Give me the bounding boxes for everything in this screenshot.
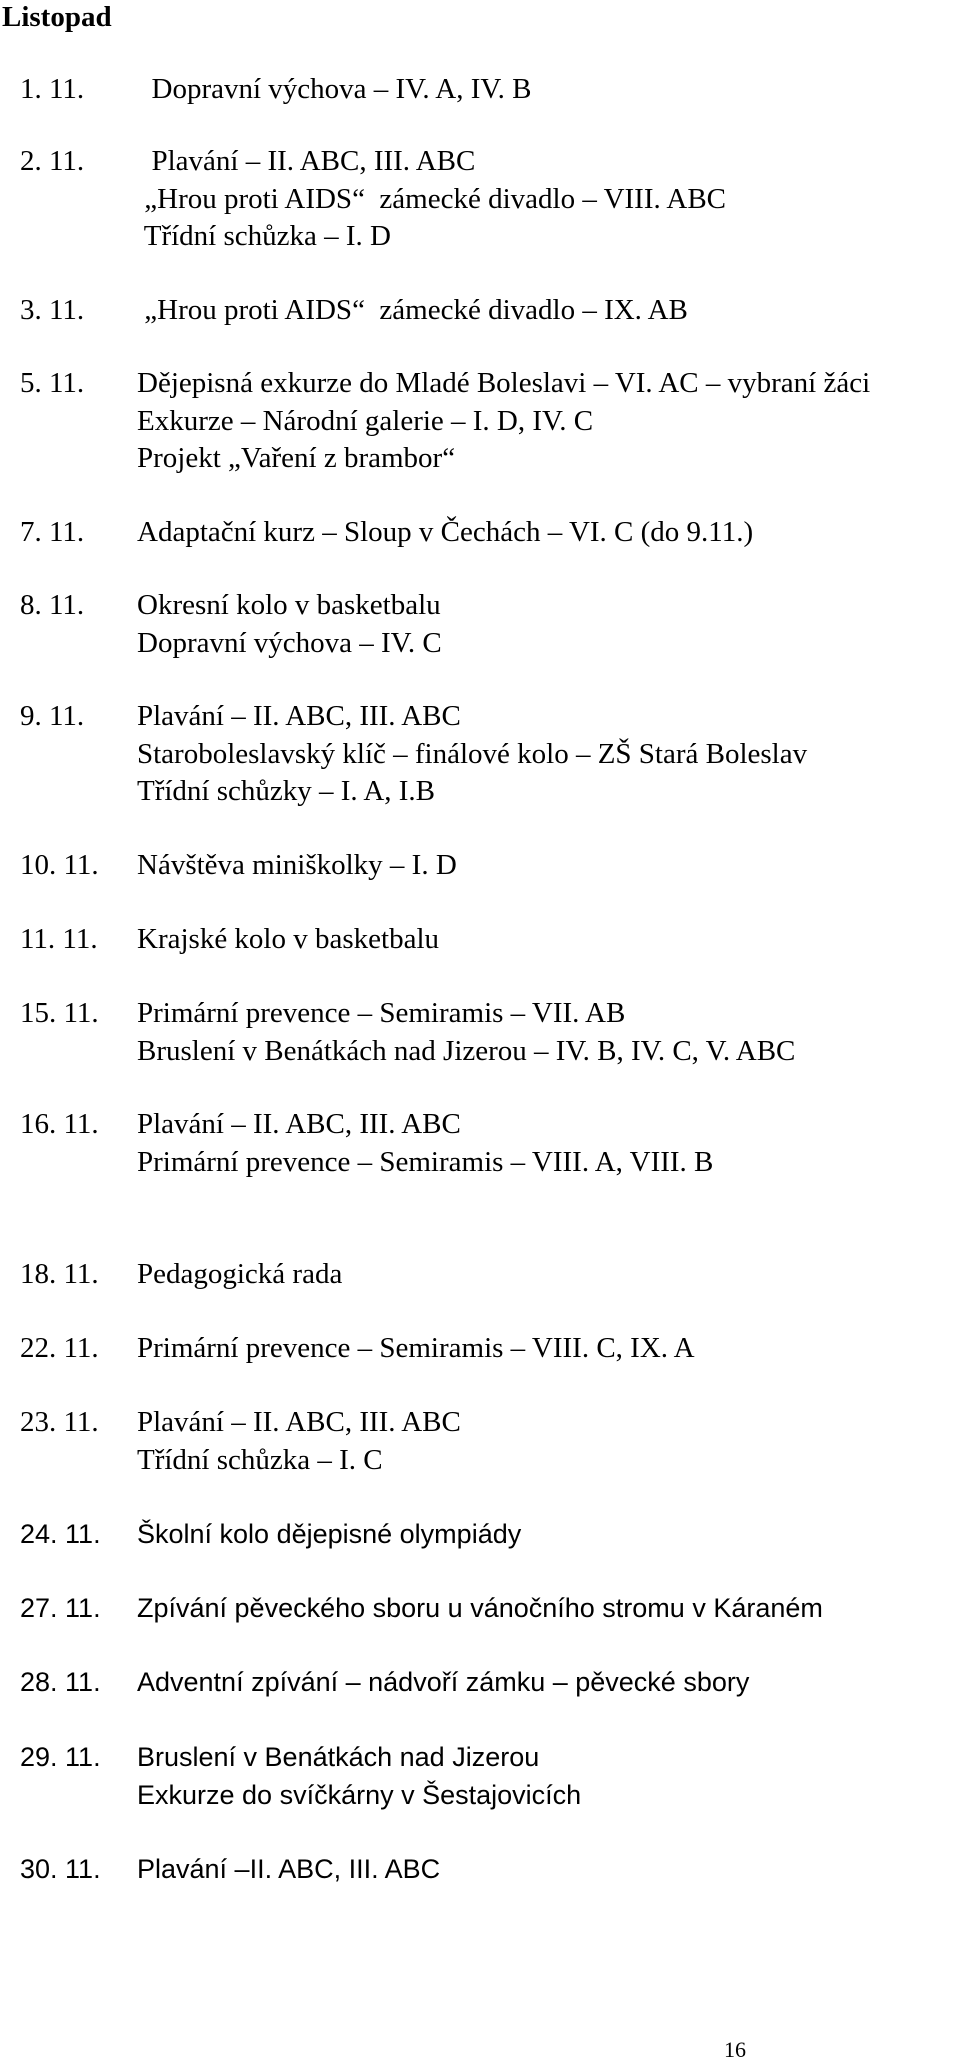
event-line: Plavání –II. ABC, III. ABC (137, 1854, 441, 1884)
entry-date: 7. 11. (20, 516, 85, 548)
event-line: Primární prevence – Semiramis – VIII. A, VIII. B (137, 1145, 714, 1178)
entry-text (137, 1106, 713, 1181)
event-line: Exkurze do svíčkárny v Šestajovicích (137, 1779, 582, 1810)
entry-text (137, 365, 870, 478)
entry-date: 15. 11. (20, 997, 99, 1029)
entry-text (137, 292, 688, 330)
event-line: „Hrou proti AIDS“ zámecké divadlo – VIII. ABC (137, 182, 727, 215)
event-line: Plavání – II. ABC, III. ABC (137, 1406, 461, 1438)
event-line: Primární prevence – Semiramis – VIII. C, IX. A (137, 1332, 695, 1364)
event-line: „Hrou proti AIDS“ zámecké divadlo – IX. AB (137, 294, 688, 326)
entry-date: 23. 11. (20, 1406, 99, 1438)
entry-date: 24. 11. (20, 1519, 101, 1549)
event-line: Primární prevence – Semiramis – VII. AB (137, 997, 626, 1029)
entry-text (137, 847, 457, 885)
entry-text (137, 1739, 581, 1814)
entry-text (137, 698, 807, 811)
entry-date: 10. 11. (20, 849, 99, 881)
entry-text (137, 587, 442, 662)
event-line: Okresní kolo v basketbalu (137, 589, 441, 621)
event-line: Návštěva miniškolky – I. D (137, 849, 457, 881)
entry-date: 27. 11. (20, 1593, 101, 1623)
event-line: Krajské kolo v basketbalu (137, 923, 440, 955)
event-line: Dopravní výchova – IV. A, IV. B (137, 73, 532, 105)
event-line: Adventní zpívání – nádvoří zámku – pěvecké sbory (137, 1667, 750, 1697)
month-heading: Listopad (2, 1, 112, 33)
event-line: Zpívání pěveckého sboru u vánočního stromu v Káraném (137, 1593, 823, 1623)
entry-text (137, 995, 795, 1070)
event-line: Plavání – II. ABC, III. ABC (137, 700, 461, 732)
event-line: Třídní schůzka – I. C (137, 1443, 383, 1476)
event-line: Dopravní výchova – IV. C (137, 626, 442, 659)
event-line: Plavání – II. ABC, III. ABC (137, 1108, 461, 1140)
event-line: Třídní schůzka – I. D (137, 220, 391, 253)
event-line: Plavání – II. ABC, III. ABC (137, 145, 476, 177)
event-line: Bruslení v Benátkách nad Jizerou – IV. B, IV. C, V. ABC (137, 1034, 796, 1067)
entry-date: 2. 11. (20, 145, 85, 177)
entry-date: 30. 11. (20, 1854, 101, 1884)
event-line: Pedagogická rada (137, 1258, 343, 1290)
entry-date: 18. 11. (20, 1258, 99, 1290)
entry-date: 9. 11. (20, 700, 85, 732)
event-line: Staroboleslavský klíč – finálové kolo – ZŠ Stará Boleslav (137, 737, 808, 770)
entry-text (137, 1516, 521, 1554)
entry-date: 29. 11. (20, 1742, 101, 1772)
entry-date: 16. 11. (20, 1108, 99, 1140)
entry-text (137, 1330, 695, 1368)
entry-date: 8. 11. (20, 589, 85, 621)
entry-text (137, 1664, 749, 1702)
entry-text (137, 921, 439, 959)
entry-text (137, 1404, 461, 1479)
event-line: Exkurze – Národní galerie – I. D, IV. C (137, 404, 594, 437)
entry-date: 11. 11. (20, 923, 98, 955)
entry-text (137, 1851, 440, 1889)
entry-date: 3. 11. (20, 294, 85, 326)
event-line: Adaptační kurz – Sloup v Čechách – VI. C (do 9.11.) (137, 516, 754, 548)
entry-text (137, 514, 753, 552)
entry-text (137, 1590, 823, 1628)
entry-text (137, 71, 531, 109)
event-line: Projekt „Vaření z brambor“ (137, 442, 456, 475)
entry-date: 1. 11. (20, 73, 85, 105)
event-line: Školní kolo dějepisné olympiády (137, 1519, 522, 1549)
entry-text (137, 1256, 342, 1294)
entry-date: 28. 11. (20, 1667, 101, 1697)
page-number: 16 (724, 2037, 746, 2062)
event-line: Dějepisná exkurze do Mladé Boleslavi – VI. AC – vybraní žáci (137, 367, 871, 399)
event-line: Bruslení v Benátkách nad Jizerou (137, 1742, 540, 1772)
entry-date: 22. 11. (20, 1332, 99, 1364)
event-line: Třídní schůzky – I. A, I.B (137, 775, 436, 808)
entry-date: 5. 11. (20, 367, 85, 399)
entry-text (137, 143, 726, 256)
